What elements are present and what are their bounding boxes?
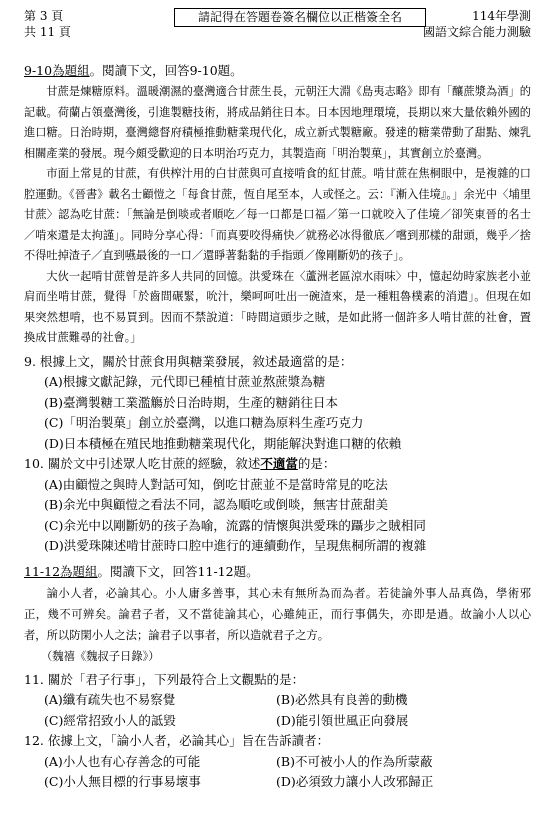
options-grid — [44, 690, 531, 731]
question-12 — [24, 731, 531, 793]
group1-title — [24, 60, 531, 82]
group2-passage — [24, 583, 531, 667]
option-a: (A)纖有疏失也不易察覺 — [44, 692, 176, 707]
question-stem: 12. 依據上文，「論小人者，必論其心」旨在告訴讀者： — [24, 733, 330, 748]
group1-instruction: 。閱讀下文，回答9-10題。 — [89, 63, 243, 78]
question-stem — [24, 454, 531, 475]
option-a: (A)根據文獻記錄，元代即已種植甘蔗並熬蔗漿為糖 — [44, 374, 326, 389]
question-stem: 9. 根據上文，關於甘蔗食用與糖業發展，敘述最適當的是： — [24, 353, 353, 369]
option-b: (B)不可被小人的作為所蒙蔽 — [276, 753, 433, 769]
stem-emphasis: 不適當 — [260, 456, 298, 471]
question-11 — [24, 670, 531, 732]
stem-text: 10. 關於文中引述眾人吃甘蔗的經驗，敘述 — [24, 456, 261, 471]
page-number: 第 3 頁 — [24, 9, 64, 23]
page-content — [24, 60, 531, 793]
option-a: (A)由顧愷之與時人對話可知，倒吃甘蔗並不是當時常見的吃法 — [44, 476, 388, 492]
group2-title — [24, 561, 531, 583]
exam-info — [423, 8, 531, 40]
page-header — [24, 8, 531, 44]
option-d: (D)能引領世風正向發展 — [276, 712, 409, 728]
group1-range: 9-10為題組 — [24, 63, 90, 78]
signature-notice: 請記得在答題卷簽名欄位以正楷簽全名 — [174, 8, 426, 27]
passage-paragraph: 大伙一起啃甘蔗曾是許多人共同的回憶。洪愛珠在〈蘆洲老區涼水雨味〉中，憶起幼時家族老小並肩而坐啃甘蔗，覺得「於齒間碾緊，吮汁，樂呵呵吐出一碗渣來，是一種粗魯樸素的消遣」。但現在如果突然想啃，也不易買到。因而不禁說道：「時間這頭步之賊，是如此將一個許多人啃甘蔗的社會，置換成甘蔗難尋的社會。」 — [24, 269, 531, 344]
page-number-block — [24, 8, 71, 40]
passage-source: （魏禧《魏叔子日錄》） — [40, 649, 160, 663]
passage-paragraph: 論小人者，必論其心。小人庸多善事，其心未有無所為而為者。若徒論外事人品真偽，學術邪正，幾不可辨矣。論君子者，又不當徒論其心，心雖純正，而行事偶失，亦即是過。故論小人以心者，所以防閑小人之法；論君子以事者，所以造就君子之方。 — [24, 586, 531, 642]
option-b: (B)必然具有良善的動機 — [276, 692, 408, 707]
group2-instruction: 。閱讀下文，回答11-12題。 — [97, 563, 259, 579]
question-stem: 11. 關於「君子行事」，下列最符合上文觀點的是： — [24, 671, 305, 687]
option-d: (D)必須致力讓小人改邪歸正 — [276, 774, 434, 789]
question-10 — [24, 454, 531, 557]
option-b: (B)余光中與顧愷之看法不同，認為順吃或倒啖，無害甘蔗甜美 — [44, 497, 388, 512]
question-9 — [24, 352, 531, 455]
group2-range: 11-12為題組 — [24, 563, 98, 579]
option-c: (C)小人無目標的行事易壞事 — [44, 774, 201, 789]
option-d: (D)洪愛珠陳述啃甘蔗時口腔中進行的連續動作，呈現焦桐所謂的複雜 — [44, 538, 427, 553]
option-c: (C)余光中以剛斷奶的孩子為喻，流露的情懷與洪愛珠的躡步之賊相同 — [44, 517, 426, 533]
options-grid — [44, 752, 531, 793]
option-d: (D)日本積極在殖民地推動糖業現代化，期能解決對進口糖的依賴 — [44, 435, 402, 451]
option-b: (B)臺灣製糖工業濫觴於日治時期，生產的糖銷往日本 — [44, 394, 338, 410]
option-c: (C)經常招致小人的詆毀 — [44, 712, 176, 728]
exam-subject: 國語文綜合能力測驗 — [422, 25, 531, 39]
group1-passage — [24, 82, 531, 349]
option-a: (A)小人也有心存善念的可能 — [44, 753, 201, 769]
exam-year: 114年學測 — [472, 9, 531, 23]
option-c: (C)「明治製菓」創立於臺灣，以進口糖為原料生產巧克力 — [44, 415, 364, 430]
page-total: 共 11 頁 — [24, 25, 71, 39]
stem-text: 的是： — [297, 456, 336, 471]
passage-paragraph: 市面上常見的甘蔗，有供榨汁用的白甘蔗與可直接啃食的紅甘蔗。啃甘蔗在焦桐眼中，是複雜的口腔運動。《晉書》載名士顧愷之「每食甘蔗，恆自尾至本，人或怪之。云：『漸入佳境』。」余光中〈埔里甘蔗〉認為吃甘蔗：「無論是倒啖或者順吃／每一口都是口福／第一口就咬入了佳境／卻笑東晉的名士／啃來還是太拘謹」。同時分享心得：「而真要咬得痛快／就務必冰得徹底／嚐到那樣的甜頭，幾乎／捨不得吐掉渣子／直到嚥最後的一口／還睜著黏黏的手指頭／像剛斷奶的孩子」。 — [24, 167, 531, 262]
passage-paragraph: 甘蔗是煉糖原料。溫暖潮濕的臺灣適合甘蔗生長，元朝汪大淵《島夷志略》即有「釀蔗漿為酒」的記載。荷蘭占領臺灣後，引進製糖技術，將成品銷往日本。日本因地理環境，長期以來大量依賴外國的進口糖。日治時期，臺灣總督府積極推動糖業現代化，成立新式製糖廠。發達的糖業帶動了甜點、煉乳相關產業的發展。現今頗受歡迎的日本明治巧克力，其製造商「明治製菓」，其實創立於臺灣。 — [24, 85, 531, 160]
